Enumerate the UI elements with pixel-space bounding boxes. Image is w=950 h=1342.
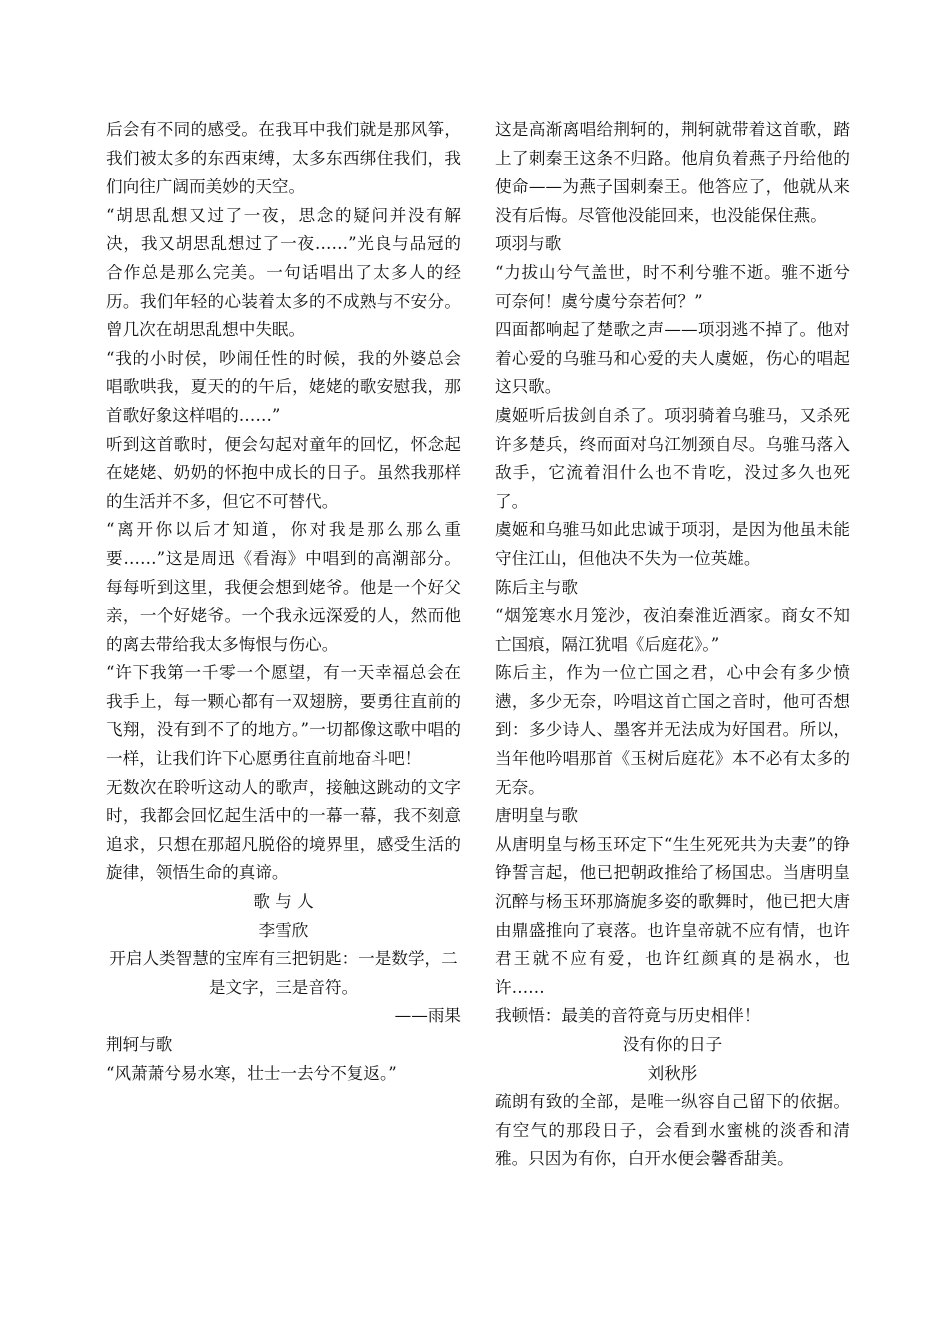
paragraph: 虞姬听后拔剑自杀了。项羽骑着乌骓马，又杀死许多楚兵，终而面对乌江刎颈自尽。乌骓马落入敌手，它流着泪什么也不肯吃，没过多久也死了。 — [495, 405, 850, 511]
lyric-quote: “风萧萧兮易水寒，壮士一去兮不复返。” — [106, 1063, 397, 1083]
section-heading: 荆轲与歌 — [106, 1035, 173, 1054]
article-title: 歌 与 人 — [253, 892, 314, 912]
paragraph: 陈后主，作为一位亡国之君，心中会有多少愤懑，多少无奈，吟唱这首亡国之音时，他可否想到：多少诗人、墨客并无法成为好国君。所以，当年他吟唱那首《玉树后庭花》本不必有太多的无奈。 — [495, 663, 850, 797]
epigraph-quote: 开启人类智慧的宝库有三把钥匙：一是数学，二是文字，三是音符。 — [109, 949, 458, 997]
paragraph: 从唐明皇与杨玉环定下“生生死死共为夫妻”的铮铮誓言起，他已把朝政推给了杨国忠。当唐明皇沉醉与杨玉环那旖旎多姿的歌舞时，他已把大唐由鼎盛推向了衰落。也许皇帝就不应有情，也许君王就不应有爱，也许红颜真的是祸水，也许…… — [495, 834, 850, 997]
section-heading: 陈后主与歌 — [495, 577, 578, 597]
article-author: 李雪欣 — [258, 920, 309, 940]
paragraph: 这是高渐离唱给荆轲的，荆轲就带着这首歌，踏上了刺秦王这条不归路。他肩负着燕子丹给他的使命——为燕子国刺秦王。他答应了，他就从来没有后悔。尽管他没能回来，也没能保住燕。 — [495, 120, 850, 225]
paragraph: “离开你以后才知道，你对我是那么那么重要……”这是周迅《看海》中唱到的高潮部分。每每听到这里，我便会想到姥爷。他是一个好父亲，一个好姥爷。一个我永远深爱的人，然而他的离去带给我太多悔恨与伤心。 — [106, 520, 461, 654]
paragraph: 听到这首歌时，便会勾起对童年的回忆，怀念起在姥姥、奶奶的怀抱中成长的日子。虽然我那样的生活并不多，但它不可替代。 — [106, 434, 461, 511]
section-heading: 唐明皇与歌 — [495, 806, 578, 826]
paragraph: 四面都响起了楚歌之声——项羽逃不掉了。他对着心爱的乌骓马和心爱的夫人虞姬，伤心的唱起这只歌。 — [495, 320, 850, 397]
paragraph: “我的小时侯，吵闹任性的时候，我的外婆总会唱歌哄我，夏天的的午后，姥姥的歌安慰我，那首歌好象这样唱的……” — [106, 348, 461, 425]
article-author: 刘秋彤 — [647, 1063, 698, 1083]
paragraph: “许下我第一千零一个愿望，有一天幸福总会在我手上，每一颗心都有一双翅膀，要勇往直前的飞翔，没有到不了的地方。”一切都像这歌中唱的一样，让我们许下心愿勇往直前地奋斗吧！ — [106, 663, 461, 769]
left-column — [106, 116, 461, 1088]
right-column — [495, 116, 850, 1174]
section-heading: 项羽与歌 — [495, 234, 562, 254]
paragraph: 我顿悟：最美的音符竟与历史相伴！ — [495, 1006, 761, 1026]
lyric-quote: “烟笼寒水月笼沙，夜泊秦淮近酒家。商女不知亡国痕，隔江犹唱《后庭花》。” — [495, 606, 850, 654]
epigraph-source: ——雨果 — [394, 1006, 461, 1026]
paragraph: 后会有不同的感受。在我耳中我们就是那风筝，我们被太多的东西束缚，太多东西绑住我们，我们向往广阔而美妙的天空。 — [106, 120, 461, 197]
article-title: 没有你的日子 — [622, 1035, 723, 1054]
paragraph: 虞姬和乌骓马如此忠诚于项羽，是因为他虽未能守住江山，但他决不失为一位英雄。 — [495, 520, 850, 568]
paragraph: 疏朗有致的全部，是唯一纵容自己留下的依据。有空气的那段日子，会看到水蜜桃的淡香和清雅。只因为有你，白开水便会馨香甜美。 — [495, 1092, 850, 1169]
lyric-quote: “力拔山兮气盖世，时不利兮骓不逝。骓不逝兮可奈何！虞兮虞兮奈若何？” — [495, 262, 850, 311]
paragraph: “胡思乱想又过了一夜，思念的疑问并没有解决，我又胡思乱想过了一夜……”光良与品冠的合作总是那么完美。一句话唱出了太多人的经历。我们年轻的心装着太多的不成熟与不安分。曾几次在胡思乱想中失眠。 — [106, 205, 461, 340]
paragraph: 无数次在聆听这动人的歌声，接触这跳动的文字时，我都会回忆起生活中的一幕一幕，我不刻意追求，只想在那超凡脱俗的境界里，感受生活的旋律，领悟生命的真谛。 — [106, 777, 461, 883]
